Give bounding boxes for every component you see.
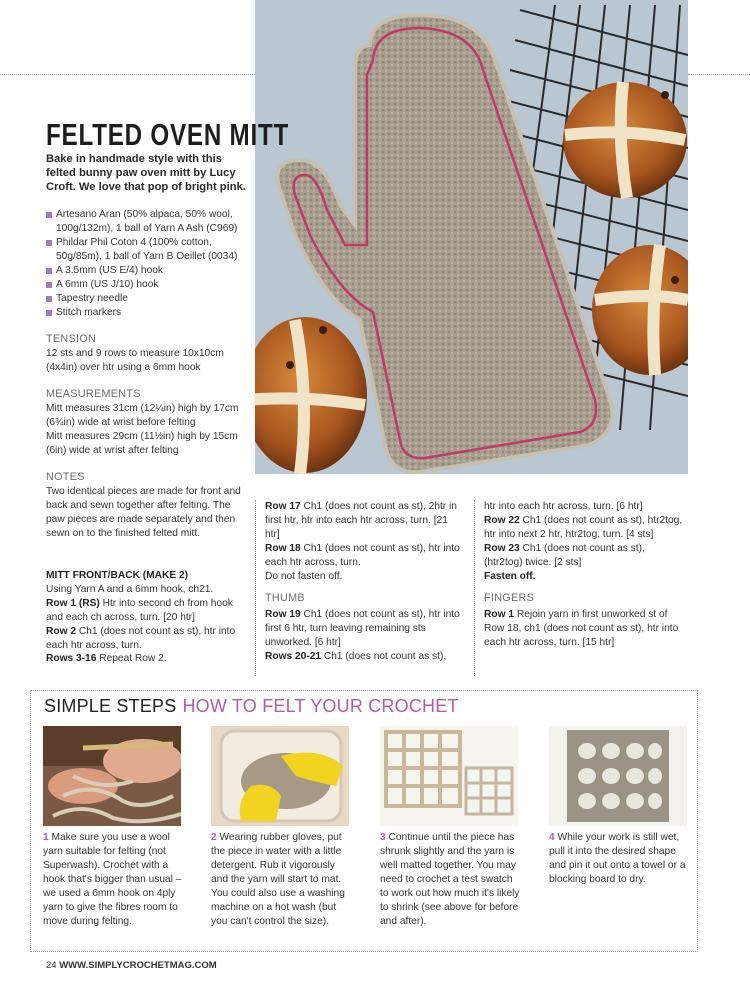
row-label: Row 18 (265, 542, 301, 554)
row-text: Ch1 (does not count as st), htr into each htr across, turn. (46, 625, 236, 651)
pattern-row (484, 514, 684, 542)
step-2-text (211, 831, 351, 929)
steps-heading (44, 696, 459, 717)
step-1-text (43, 831, 183, 929)
step-number: 2 (211, 832, 217, 843)
row-text: Ch1 (does not count as st), htr into first 6 htr, turn leaving remaining sts unworked. [6 htr] (265, 609, 460, 649)
list-item: Stitch markers (46, 306, 256, 320)
pattern-row (46, 597, 251, 625)
list-item: Tapestry needle (46, 292, 256, 306)
row-text: Repeat Row 2. (96, 653, 167, 665)
measurements-heading: MEASUREMENTS (46, 388, 141, 400)
pattern-row (265, 650, 465, 664)
materials-list (46, 208, 256, 320)
mitt-section (46, 569, 251, 666)
step-description: Wearing rubber gloves, put the piece in water with a little detergent. Rub it vigorously and the yarn will start to mat. You could also use a washing machine on a hot wash (but you can't control the size). (211, 832, 345, 927)
step-number: 1 (43, 832, 49, 843)
top-dotted-rule-right (688, 74, 750, 75)
step-number: 4 (549, 832, 555, 843)
step-3-photo (380, 726, 518, 826)
pattern-row (46, 652, 251, 666)
row-text: Rejoin yarn in first unworked st of Row 18, ch1 (does not count as st), htr into each htr across, turn. [15 htr] (484, 609, 679, 649)
row-text: Htr into second ch from hook and each ch across, turn. [20 htr] (46, 597, 233, 623)
oven-mitt-photo (255, 0, 688, 474)
measurements-before: Mitt measures 31cm (12¼in) high by 17cm (6¾in) wide at wrist before felting (46, 403, 239, 428)
pattern-row (265, 608, 465, 650)
pattern-row (484, 542, 684, 570)
row-text: Ch1 (does not count as st), htr2tog, htr into next 2 htr, htr2tog, turn. [4 sts] (484, 514, 683, 540)
mitt-heading: MITT FRONT/BACK (MAKE 2) (46, 570, 189, 581)
website-link[interactable]: WWW.SIMPLYCROCHETMAG.COM (59, 960, 217, 971)
fingers-heading: FINGERS (484, 592, 535, 605)
step-description: Make sure you use a wool yarn suitable for felting (not Superwash). Crochet with a hook that's bigger than usual – we used a 6mm hook on 4ply yarn to give the fibres room to move during felting. (43, 832, 182, 927)
step-1-photo (43, 726, 181, 826)
step-4-text (549, 831, 689, 887)
notes-heading: NOTES (46, 471, 85, 483)
row-continuation: htr into each htr across, turn. [6 htr] (484, 501, 643, 512)
tension-text: 12 sts and 9 rows to measure 10x10cm (4x4in) over htr using a 6mm hook (46, 348, 224, 373)
list-item: Phildar Phil Coton 4 (100% cotton, 50g/85m), 1 ball of Yarn B Oeillet (0034) (46, 236, 256, 264)
step-3-text (380, 831, 520, 929)
row-label: Row 19 (265, 609, 301, 621)
step-number: 3 (380, 832, 386, 843)
tension-heading: TENSION (46, 333, 97, 345)
pattern-column-2 (265, 500, 465, 664)
pattern-row (46, 625, 251, 653)
row-label: Rows 3-16 (46, 653, 97, 665)
page-title: FELTED OVEN MITT (46, 117, 290, 152)
steps-title: SIMPLE STEPS (44, 696, 177, 716)
list-item: A 3.5mm (US E/4) hook (46, 264, 256, 278)
row-label: Row 2 (46, 625, 77, 637)
row-label: Row 1 (484, 609, 515, 621)
no-fasten-note: Do not fasten off. (265, 570, 343, 582)
step-description: Continue until the piece has shrunk slightly and the yarn is well matted together. You may need to crochet a test swatch to work out how much it's likely to shrink (see above for before and after). (380, 832, 520, 927)
row-label: Row 1 (RS) (46, 597, 100, 609)
notes-text: Two identical pieces are made for front and back and sewn together after felting. The paw pieces are made separately and then sewn on to the finished felted mitt. (46, 486, 241, 539)
pattern-column-3 (484, 500, 684, 650)
list-item: A 6mm (US J/10) hook (46, 278, 256, 292)
column-divider (255, 500, 256, 676)
page-footer (46, 960, 217, 971)
row-label: Row 17 (265, 501, 301, 512)
row-text: Ch1 (does not count as st), 2htr in first htr, htr into each htr across, turn. [21 htr] (265, 501, 457, 540)
row-text: Ch1 (does not count as st), (321, 651, 447, 663)
row-text: Ch1 (does not count as st), htr into each htr across, turn. (265, 542, 460, 568)
row-label: Row 23 (484, 542, 520, 554)
step-description: While your work is still wet, pull it into the desired shape and pin it out onto a towel or a blocking board to dry. (549, 832, 686, 885)
pattern-row (484, 608, 684, 650)
column-divider (474, 500, 475, 676)
pattern-row (265, 500, 465, 542)
list-item: Artesano Aran (50% alpaca, 50% wool, 100g/132m), 1 ball of Yarn A Ash (C969) (46, 208, 256, 236)
top-dotted-rule-left (0, 74, 255, 75)
fasten-off-note: Fasten off. (484, 570, 536, 582)
page-number: 24 (46, 960, 57, 971)
measurements-after: Mitt measures 29cm (11½in) high by 15cm (6in) wide at wrist after felting (46, 431, 238, 456)
thumb-heading: THUMB (265, 592, 305, 605)
mitt-intro: Using Yarn A and a 6mm hook, ch21. (46, 583, 214, 595)
step-2-photo (211, 726, 349, 826)
steps-subtitle: HOW TO FELT YOUR CROCHET (182, 696, 459, 716)
row-text: Ch1 (does not count as st), (htr2tog) twice. [2 sts] (484, 542, 645, 568)
intro-text: Bake in handmade style with this felted bunny paw oven mitt by Lucy Croft. We love that pop of bright pink. (46, 153, 246, 193)
pattern-row (265, 542, 465, 570)
step-4-photo (549, 726, 687, 826)
row-label: Rows 20-21 (265, 651, 322, 663)
row-label: Row 22 (484, 514, 520, 526)
